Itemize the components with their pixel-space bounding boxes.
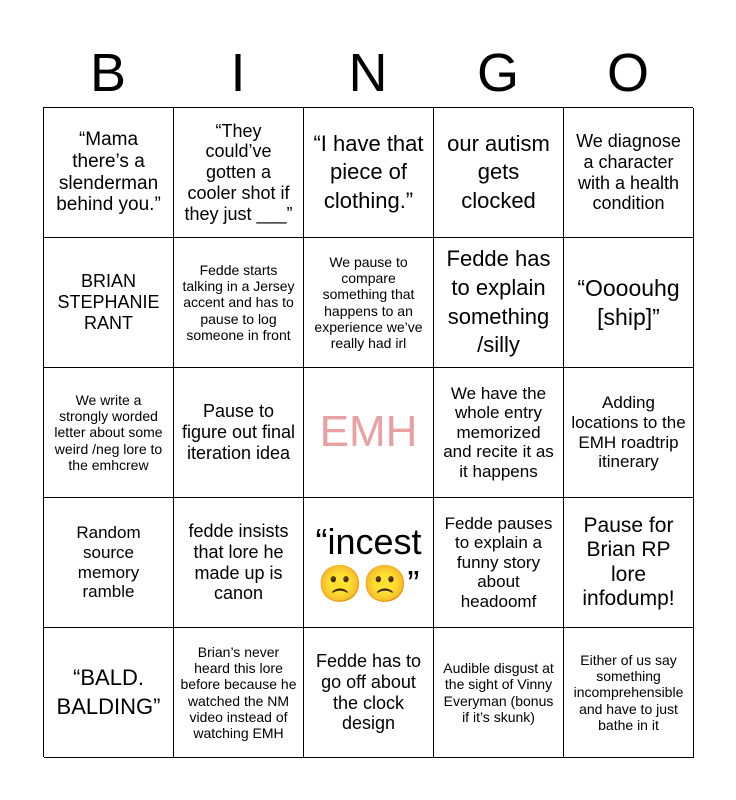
bingo-cell-r5c5[interactable]: Either of us say something incomprehensible and have to just bathe in it (564, 628, 694, 758)
header-letter-n: N (348, 43, 388, 103)
bingo-cell-r2c1[interactable]: BRIAN STEPHANIE RANT (44, 238, 174, 368)
bingo-header (43, 40, 693, 106)
bingo-cell-r4c2[interactable]: fedde insists that lore he made up is canon (174, 498, 304, 628)
bingo-cell-r2c2[interactable]: Fedde starts talking in a Jersey accent and has to pause to log someone in front (174, 238, 304, 368)
bingo-cell-r3c1[interactable]: We write a strongly worded letter about some weird /neg lore to the emhcrew (44, 368, 174, 498)
bingo-cell-r3c2[interactable]: Pause to figure out final iteration idea (174, 368, 304, 498)
bingo-cell-r1c1[interactable]: “Mama there’s a slenderman behind you.” (44, 108, 174, 238)
header-letter-i: I (230, 43, 246, 103)
free-space-cell[interactable]: EMH (304, 368, 434, 498)
header-letter-g: G (476, 43, 519, 103)
bingo-cell-r1c2[interactable]: “They could’ve gotten a cooler shot if they just ___” (174, 108, 304, 238)
bingo-cell-r1c4[interactable]: our autism gets clocked (434, 108, 564, 238)
bingo-cell-r2c5[interactable]: “Oooouhg [ship]” (564, 238, 694, 368)
bingo-cell-r1c3[interactable]: “I have that piece of clothing.” (304, 108, 434, 238)
header-letter-o: O (606, 43, 649, 103)
bingo-cell-r4c3[interactable]: “incest 🙁🙁” (304, 498, 434, 628)
bingo-cell-r4c5[interactable]: Pause for Brian RP lore infodump! (564, 498, 694, 628)
bingo-cell-r1c5[interactable]: We diagnose a character with a health condition (564, 108, 694, 238)
bingo-cell-r2c4[interactable]: Fedde has to explain something /silly (434, 238, 564, 368)
header-letter-b: B (89, 43, 127, 103)
bingo-board (43, 107, 693, 757)
bingo-cell-r5c1[interactable]: “BALD. BALDING” (44, 628, 174, 758)
bingo-cell-r4c1[interactable]: Random source memory ramble (44, 498, 174, 628)
bingo-cell-r5c4[interactable]: Audible disgust at the sight of Vinny Everyman (bonus if it’s skunk) (434, 628, 564, 758)
bingo-cell-r3c4[interactable]: We have the whole entry memorized and recite it as it happens (434, 368, 564, 498)
bingo-cell-r3c5[interactable]: Adding locations to the EMH roadtrip itinerary (564, 368, 694, 498)
bingo-cell-r4c4[interactable]: Fedde pauses to explain a funny story about headoomf (434, 498, 564, 628)
bingo-cell-r5c2[interactable]: Brian’s never heard this lore before because he watched the NM video instead of watching EMH (174, 628, 304, 758)
bingo-cell-r5c3[interactable]: Fedde has to go off about the clock design (304, 628, 434, 758)
bingo-cell-r2c3[interactable]: We pause to compare something that happens to an experience we’ve really had irl (304, 238, 434, 368)
